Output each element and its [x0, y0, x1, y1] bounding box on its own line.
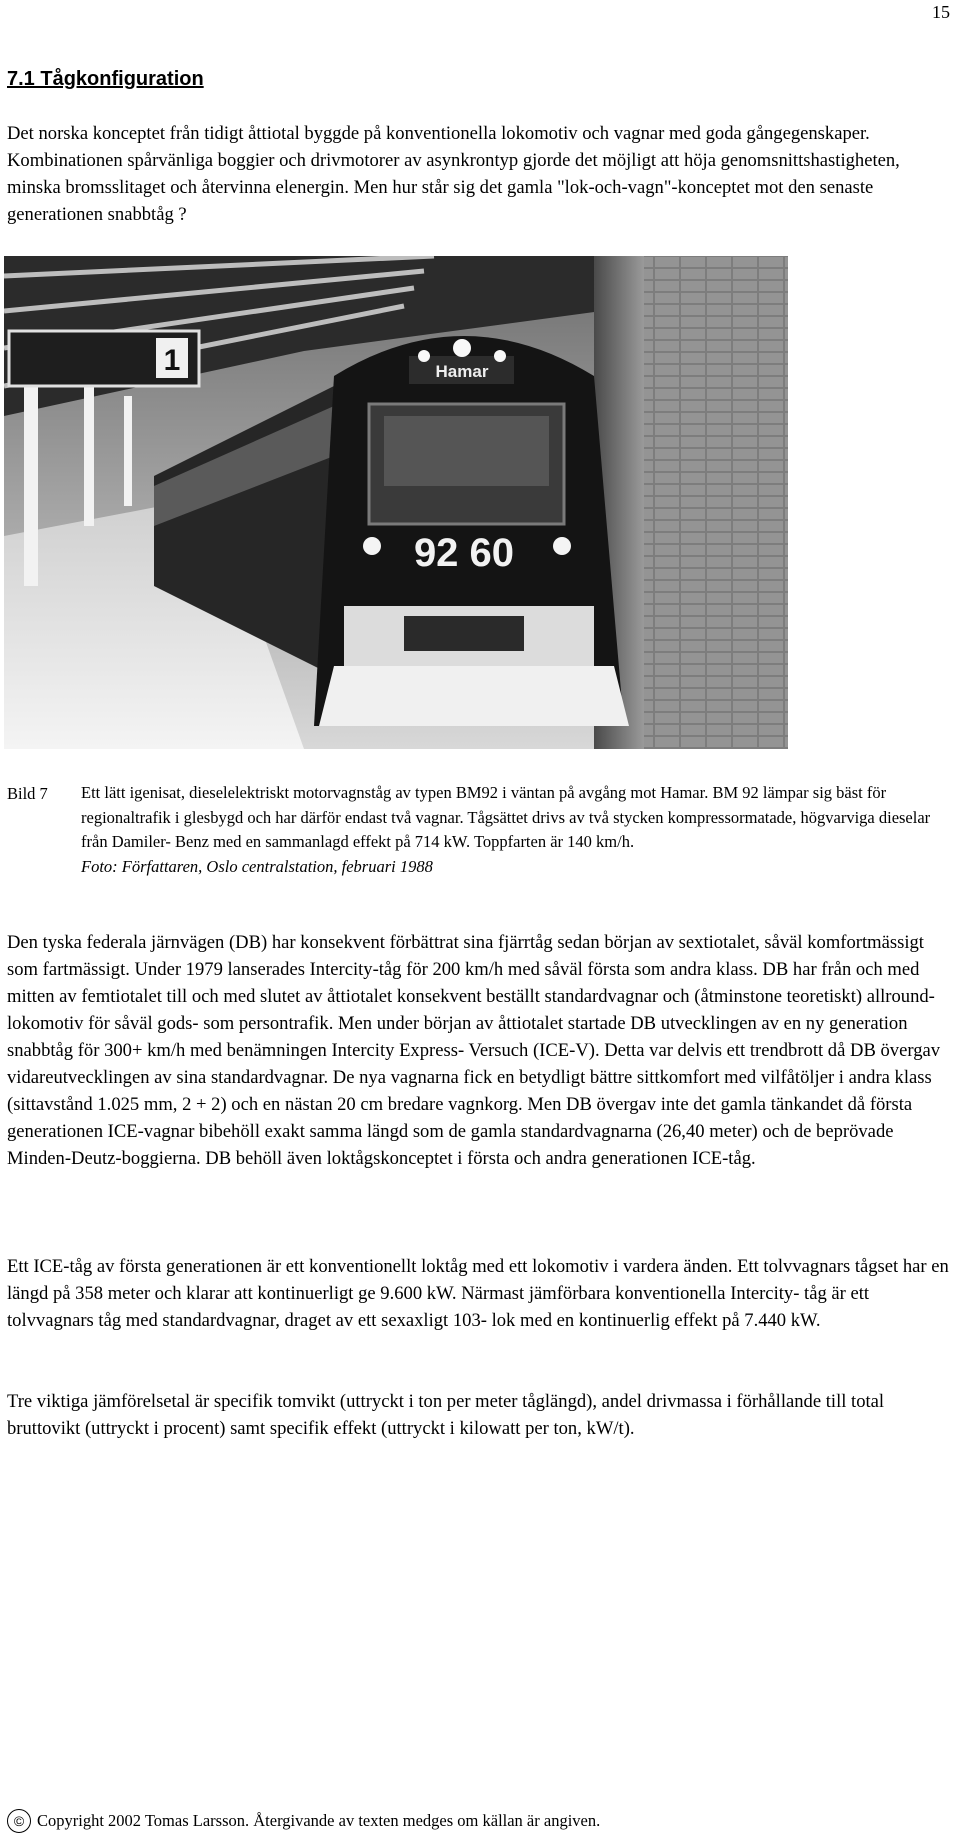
caption-credit: Foto: Författaren, Oslo centralstation, februari 1988	[81, 856, 433, 876]
footer-text: Copyright 2002 Tomas Larsson. Återgivande av texten medges om källan är angiven.	[37, 1811, 601, 1830]
train-photo	[4, 256, 788, 749]
intro-paragraph: Det norska konceptet från tidigt åttiotal byggde på konventionella lokomotiv och vagnar med goda gångegenskaper. Kombinationen spårvänliga boggier och drivmotorer av asynkrontyp gjorde det möjligt att höja genomsnittshastigheten, minska bromsslitaget och återvinna elenergin. Men hur står sig det gamla "lok-och-vagn"-konceptet mot den senaste generationen snabbtåg ?	[7, 123, 900, 225]
platform-sign-number: 1	[163, 344, 181, 377]
paragraph-ice: Ett ICE-tåg av första generationen är ett konventionellt loktåg med ett lokomotiv i vardera änden. Ett tolvvagnars tågset har en längd på 358 meter och klarar att kontinuerligt ge 9.600 kW. Närmast jämförbara konventionella Intercity- tåg är ett tolvvagnars tåg med standardvagnar, draget av ett sexaxligt 103- lok med en kontinuerlig effekt på 7.440 kW.	[7, 1256, 949, 1331]
paragraph-db: Den tyska federala järnvägen (DB) har konsekvent förbättrat sina fjärrtåg sedan början av sextiotalet, såväl komfortmässigt som fartmässigt. Under 1979 lanserades Intercity-tåg för 200 km/h med såväl första som andra klass. DB har från och med mitten av femtiotalet till och med slutet av åttiotalet konsekvent beställt standardvagnar och (åtminstone teoretiskt) allround-lokomotiv för såväl gods- som persontrafik. Men under början av åttiotalet startade DB utvecklingen av en ny generation snabbtåg för 300+ km/h med benämningen Intercity Express- Versuch (ICE-V). Detta var delvis ett trendbrott då DB övergav vidareutvecklingen av sina standardvagnar. De nya vagnarna fick en betydligt bättre sittkomfort med vilfåtöljer i andra klass (sittavstånd 1.025 mm, 2 + 2) och en nästan 20 cm bredare vagnkorg. Men DB övergav inte det gamla tänkandet då första generationen ICE-vagnar bibehöll exakt samma längd som de gamla standardvagnarna (26,40 meter) och de beprövade Minden-Deutz-boggierna. DB behöll även loktågskonceptet i första och andra generationen ICE-tåg.	[7, 932, 941, 1169]
page-number: 15	[932, 2, 950, 22]
caption-label: Bild 7	[7, 784, 48, 803]
section-title: 7.1 Tågkonfiguration	[7, 68, 204, 90]
destination-sign: Hamar	[435, 362, 489, 381]
caption-text: Ett lätt igenisat, dieselelektriskt motorvagnståg av typen BM92 i väntan på avgång mot Hamar. BM 92 lämpar sig bäst för regionaltrafik i glesbygd och har därför endast två vagnar. Tågsättet drivs av två stycken kompressormatade, högvarviga dieselar från Damiler- Benz med en sammanlagd effekt på 714 kW. Toppfarten är 140 km/h.	[81, 783, 931, 851]
train-number: 92 60	[413, 531, 515, 575]
paragraph-metrics: Tre viktiga jämförelsetal är specifik tomvikt (uttryckt i ton per meter tåglängd), andel drivmassa i förhållande till total bruttovikt (uttryckt i procent) samt specifik effekt (uttryckt i kilowatt per ton, kW/t).	[7, 1391, 885, 1439]
footer	[7, 1809, 600, 1833]
copyright-icon: ©	[7, 1809, 31, 1833]
figure-caption	[81, 781, 951, 879]
